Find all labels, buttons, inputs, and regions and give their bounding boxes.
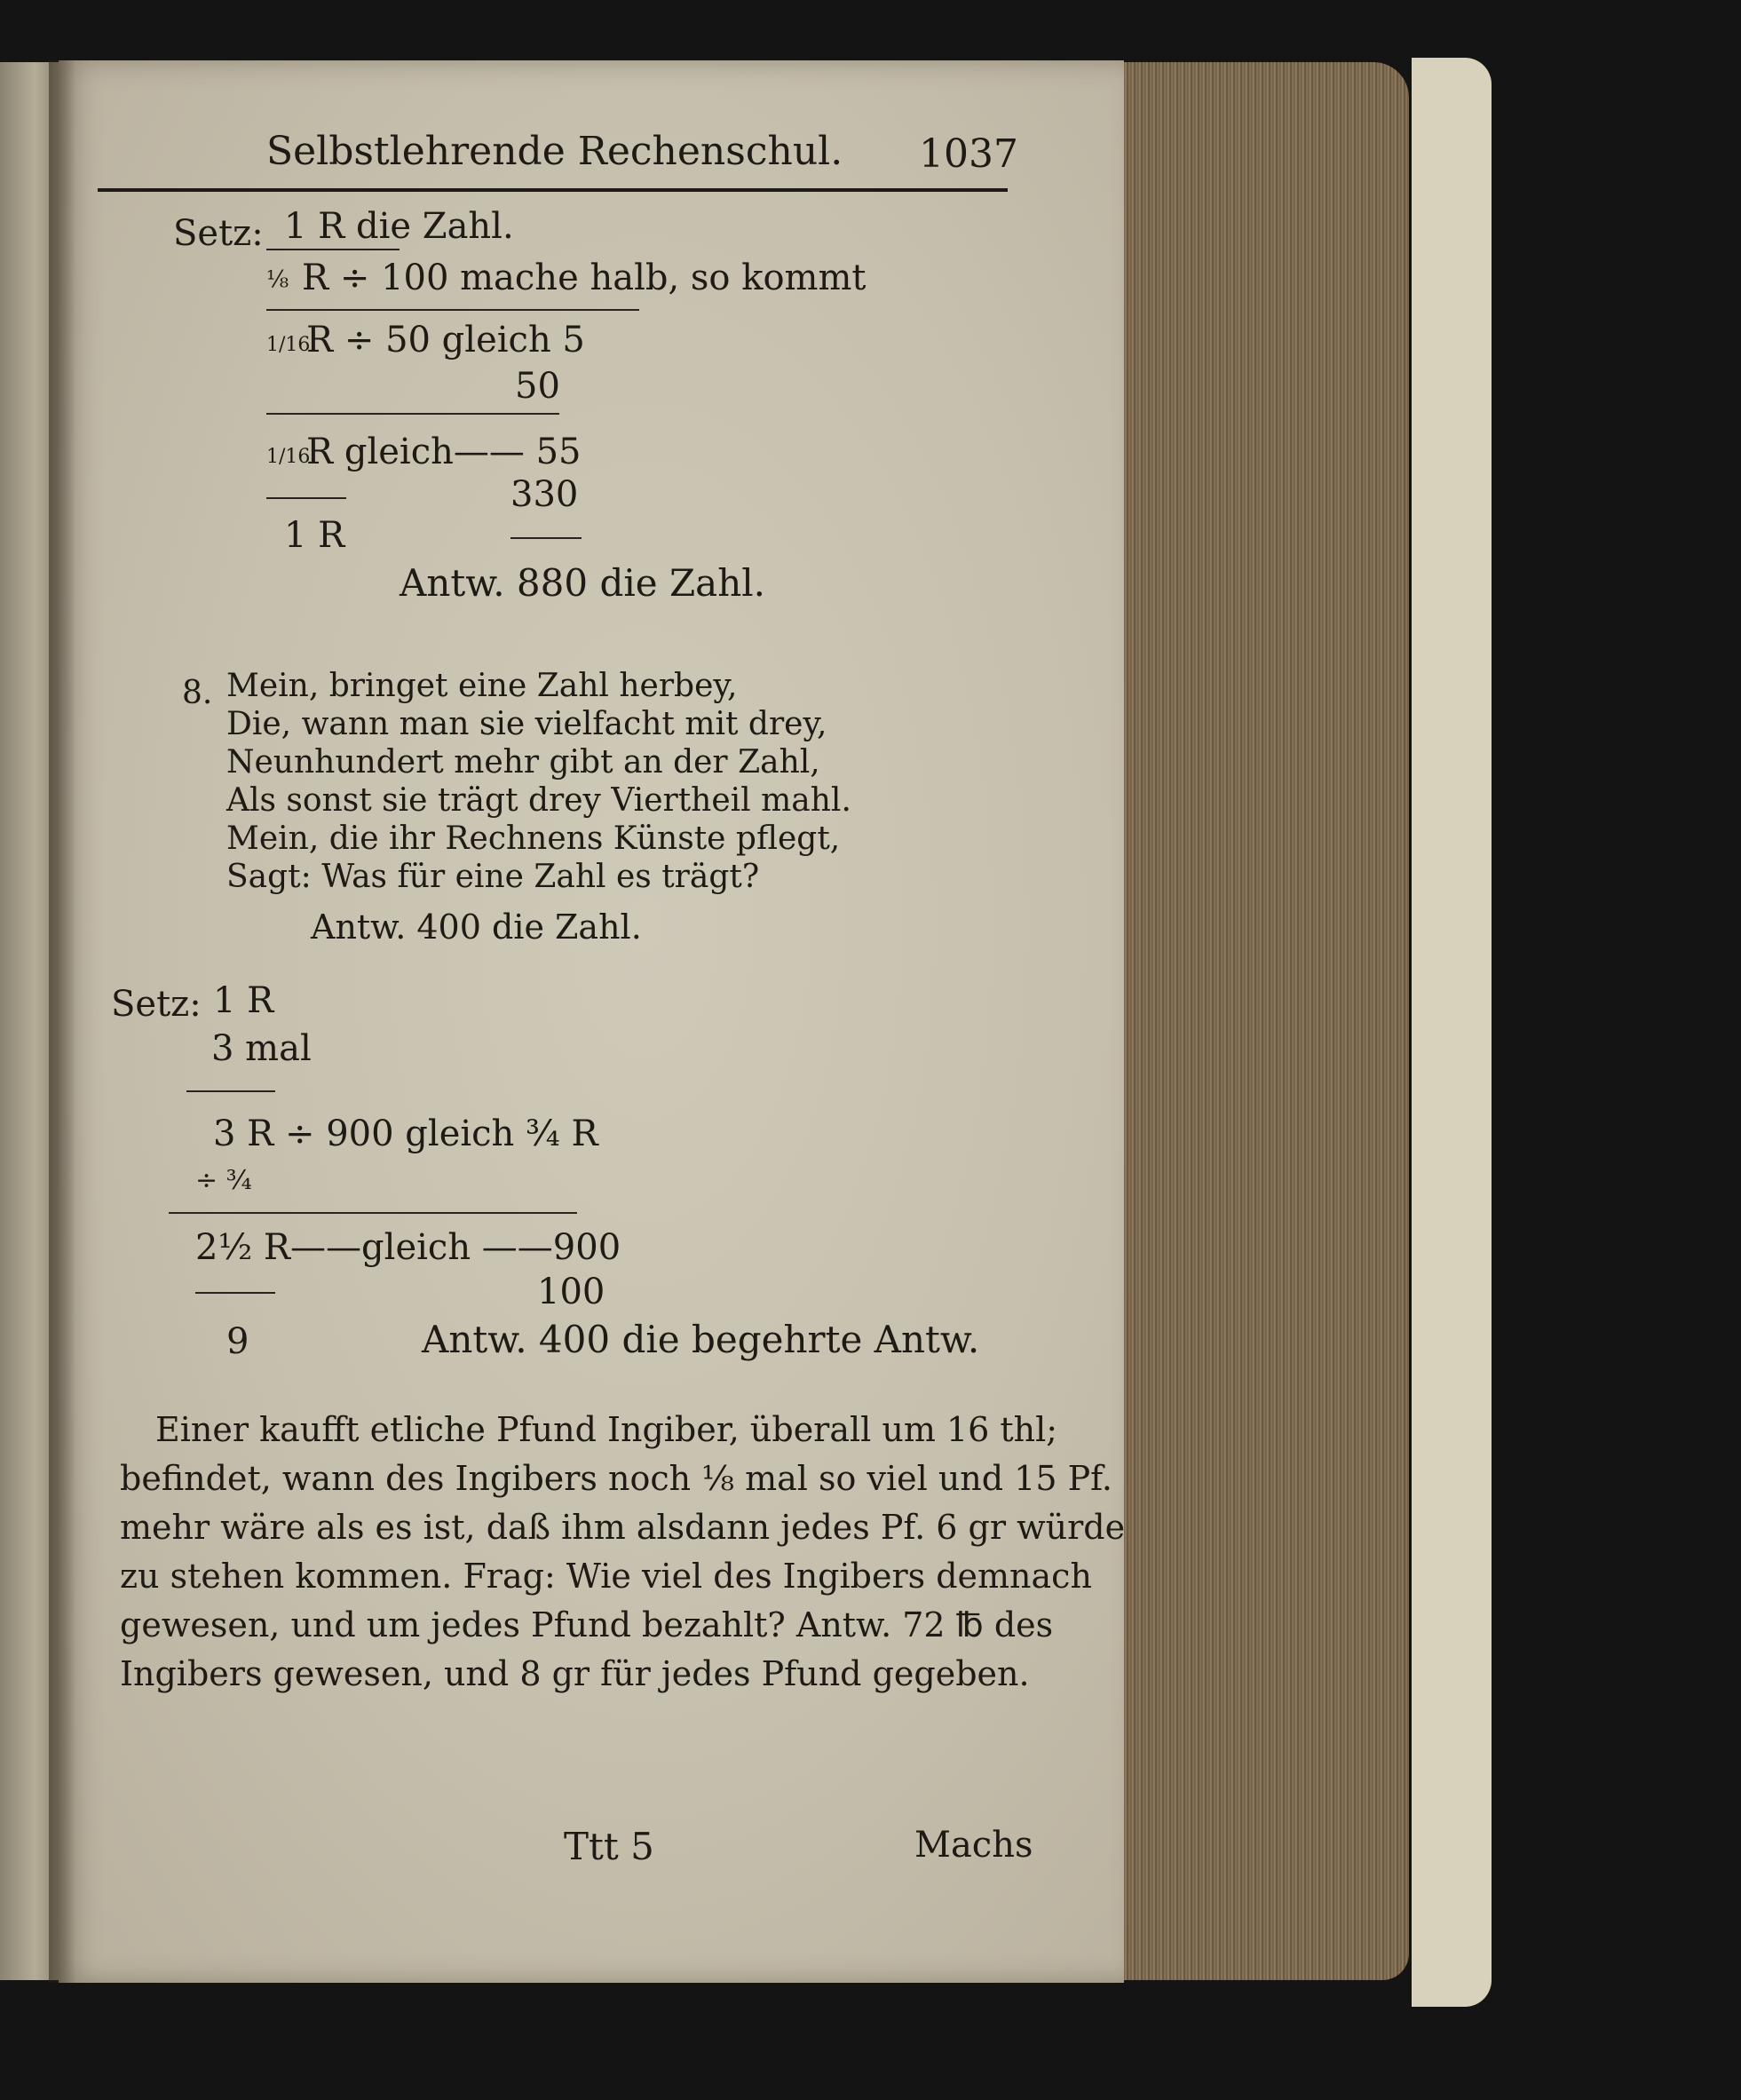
- calc1-line4: 50: [515, 366, 560, 407]
- problem8-line: Sagt: Was für eine Zahl es trägt?: [226, 859, 760, 895]
- problem9-line: zu stehen kommen. Frag: Wie viel des Ingibers demnach: [120, 1557, 1092, 1596]
- running-title: Selbstlehrende Rechenschul.: [266, 129, 843, 174]
- calc2-line4: ÷ ¾: [195, 1165, 252, 1196]
- problem8-line: Die, wann man sie vielfacht mit drey,: [226, 706, 827, 742]
- set-label-2: Setz:: [111, 984, 202, 1025]
- calc1-line6: 330: [510, 474, 579, 515]
- calc2-line1: 1 R: [213, 980, 274, 1021]
- calc1-line3: R ÷ 50 gleich 5: [306, 320, 585, 361]
- calc1-rule2: [266, 309, 639, 311]
- calc2-answer: Antw. 400 die begehrte Antw.: [422, 1318, 980, 1361]
- calc1-rule1: [266, 249, 400, 250]
- calc1-frac5: 1/16: [266, 446, 311, 468]
- catchword: Machs: [914, 1825, 1033, 1866]
- problem8-number: 8.: [182, 675, 213, 711]
- problem9-line: mehr wäre als es ist, daß ihm alsdann jedes Pf. 6 gr würde: [120, 1508, 1126, 1547]
- calc1-frac3: 1/16: [266, 334, 311, 356]
- calc2-line2: 3 mal: [211, 1028, 312, 1069]
- problem8-line: Als sonst sie trägt drey Viertheil mahl.: [226, 782, 851, 819]
- calc1-line5: R gleich—— 55: [306, 432, 582, 472]
- problem8-line: Mein, bringet eine Zahl herbey,: [226, 668, 738, 704]
- signature-mark: Ttt 5: [564, 1825, 654, 1868]
- calc1-line2: R ÷ 100 mache halb, so kommt: [302, 258, 867, 298]
- problem8-line: Mein, die ihr Rechnens Künste pflegt,: [226, 820, 841, 857]
- book-page: [59, 60, 1124, 1983]
- calc1-line1: 1 R die Zahl.: [284, 206, 514, 247]
- gutter-shadow: [49, 60, 75, 1983]
- page-block-edges: [1120, 62, 1409, 1980]
- page-number: 1037: [919, 131, 1018, 177]
- calc1-rule5: [510, 537, 582, 539]
- problem9-line: befindet, wann des Ingibers noch ⅛ mal so viel und 15 Pf.: [120, 1459, 1112, 1498]
- book-cover-edge: [1412, 58, 1492, 2007]
- calc1-rule3: [266, 413, 559, 415]
- problem8-answer: Antw. 400 die Zahl.: [311, 907, 642, 947]
- calc2-line3: 3 R ÷ 900 gleich ¾ R: [213, 1113, 598, 1154]
- problem9-line: Einer kaufft etliche Pfund Ingiber, überall um 16 thl;: [155, 1410, 1058, 1449]
- calc2-line5: 2½ R——gleich ——900: [195, 1227, 621, 1268]
- calc2-rule2: [169, 1212, 577, 1214]
- problem9-line: Ingibers gewesen, und 8 gr für jedes Pfund gegeben.: [120, 1654, 1030, 1693]
- problem8-line: Neunhundert mehr gibt an der Zahl,: [226, 744, 820, 781]
- set-label-1: Setz:: [173, 213, 264, 254]
- calc1-rule4: [266, 497, 346, 499]
- calc2-rule1: [186, 1090, 275, 1092]
- problem9-line: gewesen, und um jedes Pfund bezahlt? Antw. 72 ℔ des: [120, 1605, 1054, 1644]
- calc1-line7: 1 R: [284, 515, 345, 556]
- calc2-line6: 100: [537, 1272, 605, 1312]
- header-rule: [98, 188, 1008, 192]
- calc2-line7: 9: [226, 1321, 249, 1362]
- calc1-frac2: ⅛: [266, 266, 289, 293]
- calc2-rule3: [195, 1292, 275, 1294]
- calc1-answer: Antw. 880 die Zahl.: [400, 561, 766, 605]
